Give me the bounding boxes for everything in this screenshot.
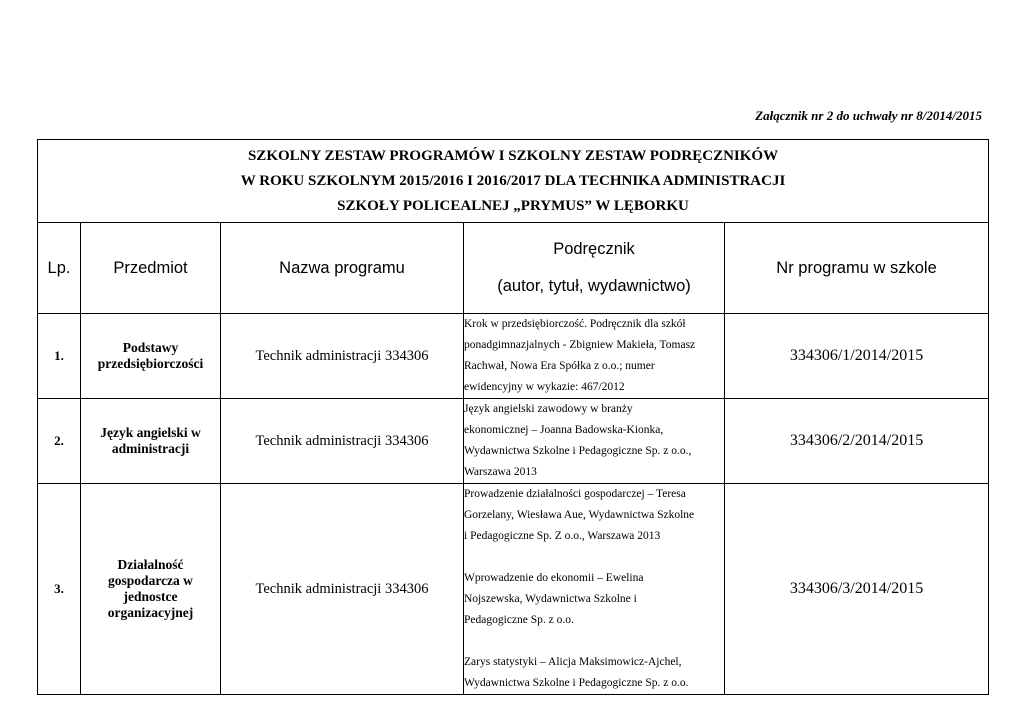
title-line-2: W ROKU SZKOLNYM 2015/2016 I 2016/2017 DLA TECHNIKA ADMINISTRACJI — [240, 172, 786, 189]
subject-line: Działalność — [117, 557, 184, 572]
annex-reference: Załącznik nr 2 do uchwały nr 8/2014/2015 — [755, 108, 982, 123]
table-row — [38, 314, 989, 399]
row-lp: 2. — [38, 399, 81, 484]
book-line: ekonomicznej – Joanna Badowska-Kionka, — [464, 424, 664, 436]
subject-line: przedsiębiorczości — [97, 356, 204, 371]
row-program: Technik administracji 334306 — [221, 314, 464, 399]
row-nr: 334306/3/2014/2015 — [725, 484, 989, 695]
row-subject — [81, 314, 221, 399]
row-subject — [81, 484, 221, 695]
book-line: Zarys statystyki – Alicja Maksimowicz-Ajchel, — [464, 656, 682, 668]
title-line-1: SZKOLNY ZESTAW PROGRAMÓW I SZKOLNY ZESTAW PODRĘCZNIKÓW — [247, 147, 779, 164]
header-nr: Nr programu w szkole — [725, 223, 989, 314]
row-subject — [81, 399, 221, 484]
book-line: Język angielski zawodowy w branży — [464, 403, 633, 415]
row-book — [464, 314, 725, 399]
header-program: Nazwa programu — [221, 223, 464, 314]
book-line: Pedagogiczne Sp. z o.o. — [464, 614, 574, 626]
row-book — [464, 399, 725, 484]
book-line: Wydawnictwa Szkolne i Pedagogiczne Sp. z o.o., — [464, 445, 692, 457]
book-line: Nojszewska, Wydawnictwa Szkolne i — [464, 593, 637, 605]
table-row — [38, 484, 989, 695]
book-line: Wydawnictwa Szkolne i Pedagogiczne Sp. z o.o. — [464, 677, 689, 689]
table-row — [38, 399, 989, 484]
header-book-subtitle: (autor, tytuł, wydawnictwo) — [497, 277, 691, 295]
book-line: Rachwał, Nowa Era Spółka z o.o.; numer — [464, 360, 655, 372]
book-line: ponadgimnazjalnych - Zbigniew Makieła, Tomasz — [464, 339, 696, 351]
row-lp: 1. — [38, 314, 81, 399]
row-program: Technik administracji 334306 — [221, 484, 464, 695]
title-line-3: SZKOŁY POLICEALNEJ „PRYMUS” W LĘBORKU — [337, 197, 689, 214]
header-book-title: Podręcznik — [553, 240, 635, 258]
subject-line: Podstawy — [122, 340, 179, 355]
table-title — [38, 140, 989, 223]
book-line: Gorzelany, Wiesława Aue, Wydawnictwa Szkolne — [464, 509, 695, 521]
row-book — [464, 484, 725, 695]
book-line: Prowadzenie działalności gospodarczej – Teresa — [464, 488, 686, 500]
header-subject: Przedmiot — [81, 223, 221, 314]
header-book — [464, 223, 725, 314]
row-program: Technik administracji 334306 — [221, 399, 464, 484]
title-row — [38, 140, 989, 223]
subject-line: organizacyjnej — [107, 605, 194, 620]
book-line: Warszawa 2013 — [464, 466, 537, 478]
book-line: Krok w przedsiębiorczość. Podręcznik dla szkół — [464, 318, 686, 330]
row-lp: 3. — [38, 484, 81, 695]
subject-line: administracji — [111, 441, 190, 456]
header-row — [38, 223, 989, 314]
book-spacer — [464, 631, 724, 652]
subject-line: jednostce — [123, 589, 178, 604]
row-nr: 334306/1/2014/2015 — [725, 314, 989, 399]
subject-line: Język angielski w — [100, 425, 201, 440]
book-line: Wprowadzenie do ekonomii – Ewelina — [464, 572, 644, 584]
row-nr: 334306/2/2014/2015 — [725, 399, 989, 484]
subject-line: gospodarcza w — [108, 573, 193, 588]
header-lp: Lp. — [38, 223, 81, 314]
curriculum-table — [37, 139, 989, 695]
book-line: ewidencyjny w wykazie: 467/2012 — [464, 381, 625, 393]
book-spacer — [464, 547, 724, 568]
book-line: i Pedagogiczne Sp. Z o.o., Warszawa 2013 — [464, 530, 661, 542]
